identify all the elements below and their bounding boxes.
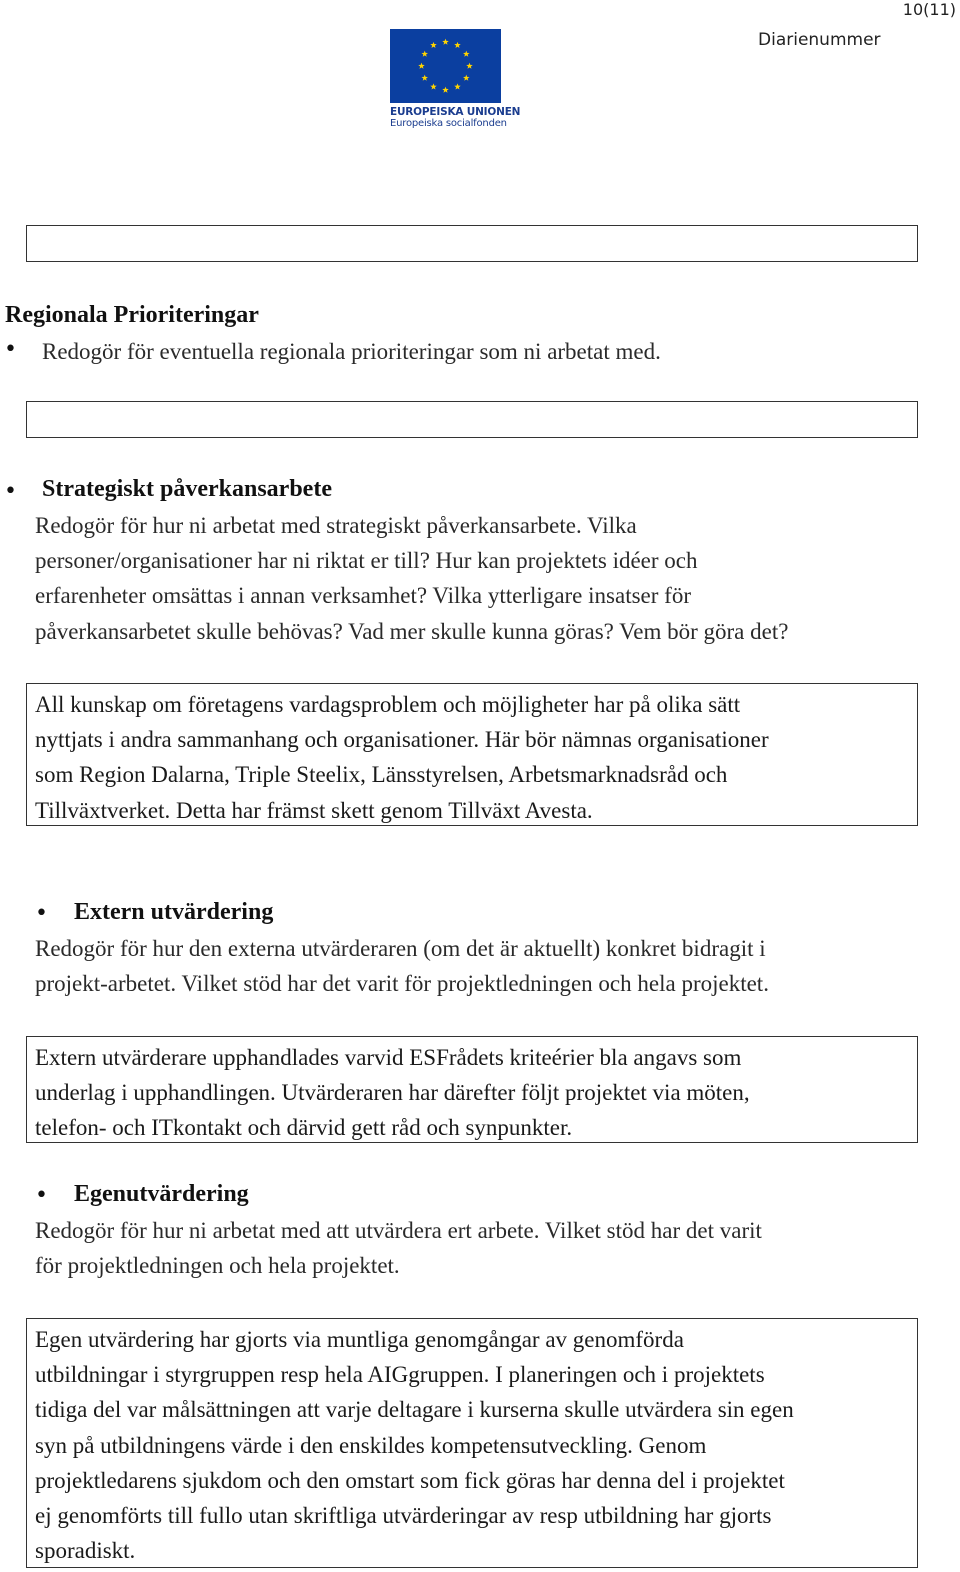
page-number: 10(11) [902,0,956,19]
logo-text-union: EUROPEISKA UNIONEN [390,106,521,118]
self-prompt: Redogör för hur ni arbetat med att utvärdera ert arbete. Vilket stöd har det varit för projektledningen och hela projektet. [35,1218,762,1279]
heading-strategic: Strategiskt påverkansarbete [42,476,332,502]
answer-box-empty-1[interactable] [26,225,918,262]
diarienummer-label: Diarienummer [758,30,881,50]
external-prompt: Redogör för hur den externa utvärderaren (om det är aktuellt) konkret bidragit i projekt-arbetet. Vilket stöd har det varit för projektledningen och hela projektet. [35,936,769,997]
bullet-icon: • [35,1183,48,1208]
answer-box-empty-2[interactable] [26,401,918,438]
strategic-prompt: Redogör för hur ni arbetat med strategiskt påverkansarbete. Vilka personer/organisationer har ni riktat er till? Hur kan projektets idéer och erfarenheter omsättas i annan verksamhet? Vilka ytterligare insatser för påverkansarbetet skulle behövas? Vad mer skulle kunna göras? Vem bör göra det? [35,513,789,644]
answer-text-self: Egen utvärdering har gjorts via muntliga genomgångar av genomförda utbildningar i styrgruppen resp hela AIGgruppen. I planeringen och i projektets tidiga del var målsättningen att varje deltagare i kurserna skulle utvärdera sin egen syn på utbildningens värde i den enskildes kompetensutveckling. Genom projektledarens sjukdom och den omstart som fick göras har denna del i projektet ej genomförts till fullo utan skriftliga utvärderingar av resp utbildning har gjorts sporadiskt. [35,1327,794,1564]
bullet-icon: • [4,479,17,504]
answer-box-external[interactable] [26,1036,918,1143]
heading-self: Egenutvärdering [74,1181,249,1207]
answer-box-self[interactable] [26,1318,918,1568]
regional-prompt: Redogör för eventuella regionala prioriteringar som ni arbetat med. [42,339,661,364]
answer-text-external: Extern utvärderare upphandlades varvid ESFrådets kriteérier bla angavs som underlag i upphandlingen. Utvärderaren har därefter följt projektet via möten, telefon- och ITkontakt och därvid gett råd och synpunkter. [35,1045,750,1141]
heading-external: Extern utvärdering [74,899,274,925]
heading-regional: Regionala Prioriteringar [5,302,259,328]
bullet-icon: • [35,901,48,926]
eu-flag-icon [390,29,501,103]
bullet-icon: • [4,337,17,362]
answer-text-strategic: All kunskap om företagens vardagsproblem och möjligheter har på olika sätt nyttjats i andra sammanhang och organisationer. Här bör nämnas organisationer som Region Dalarna, Triple Steelix, Länsstyrelsen, Arbetsmarknadsråd och Tillväxtverket. Detta har främst skett genom Tillväxt Avesta. [35,692,769,823]
logo-text-fund: Europeiska socialfonden [390,118,507,129]
answer-box-strategic[interactable] [26,683,918,826]
eu-logo [390,29,521,130]
